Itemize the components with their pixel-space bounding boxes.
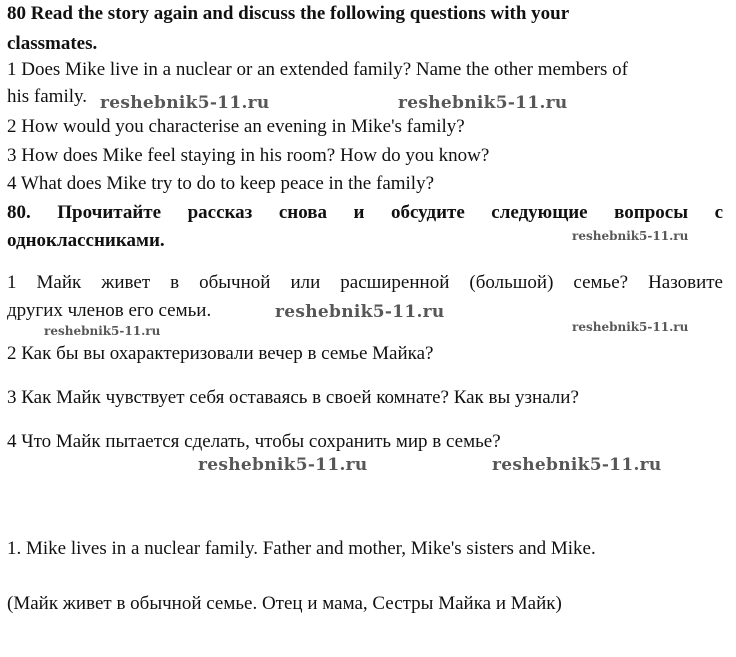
watermark: reshebnik5-11.ru bbox=[100, 93, 270, 113]
question-ru-3: 3 Как Майк чувствует себя оставаясь в своей комнате? Как вы узнали? bbox=[7, 387, 579, 408]
question-ru-4: 4 Что Майк пытается сделать, чтобы сохранить мир в семье? bbox=[7, 431, 501, 452]
question-ru-2: 2 Как бы вы охарактеризовали вечер в семье Майка? bbox=[7, 343, 434, 364]
heading-en-line-1: 80 Read the story again and discuss the following questions with your bbox=[7, 3, 570, 24]
question-en-1-line-2: his family. bbox=[7, 86, 88, 107]
question-en-4: 4 What does Mike try to do to keep peace in the family? bbox=[7, 173, 435, 194]
watermark: reshebnik5-11.ru bbox=[398, 93, 568, 113]
answer-ru: (Майк живет в обычной семье. Отец и мама, Сестры Майка и Майк) bbox=[7, 593, 562, 614]
heading-ru-line-2: одноклассниками. bbox=[7, 230, 165, 251]
watermark: reshebnik5-11.ru bbox=[198, 455, 368, 475]
watermark: reshebnik5-11.ru bbox=[572, 229, 689, 243]
watermark: reshebnik5-11.ru bbox=[572, 320, 689, 334]
question-en-3: 3 How does Mike feel staying in his room? How do you know? bbox=[7, 145, 490, 166]
watermark: reshebnik5-11.ru bbox=[44, 324, 161, 338]
question-en-1-line-1: 1 Does Mike live in a nuclear or an extended family? Name the other members of bbox=[7, 59, 628, 80]
watermark: reshebnik5-11.ru bbox=[492, 455, 662, 475]
question-en-2: 2 How would you characterise an evening in Mike's family? bbox=[7, 116, 465, 137]
heading-ru-line-1: 80. Прочитайте рассказ снова и обсудите следующие вопросы с bbox=[7, 202, 723, 223]
answer-en: 1. Mike lives in a nuclear family. Father and mother, Mike's sisters and Mike. bbox=[7, 538, 596, 559]
watermark: reshebnik5-11.ru bbox=[275, 302, 445, 322]
heading-en-line-2: classmates. bbox=[7, 33, 98, 54]
question-ru-1-line-2: других членов его семьи. bbox=[7, 300, 212, 321]
question-ru-1-line-1: 1 Майк живет в обычной или расширенной (большой) семье? Назовите bbox=[7, 272, 723, 293]
